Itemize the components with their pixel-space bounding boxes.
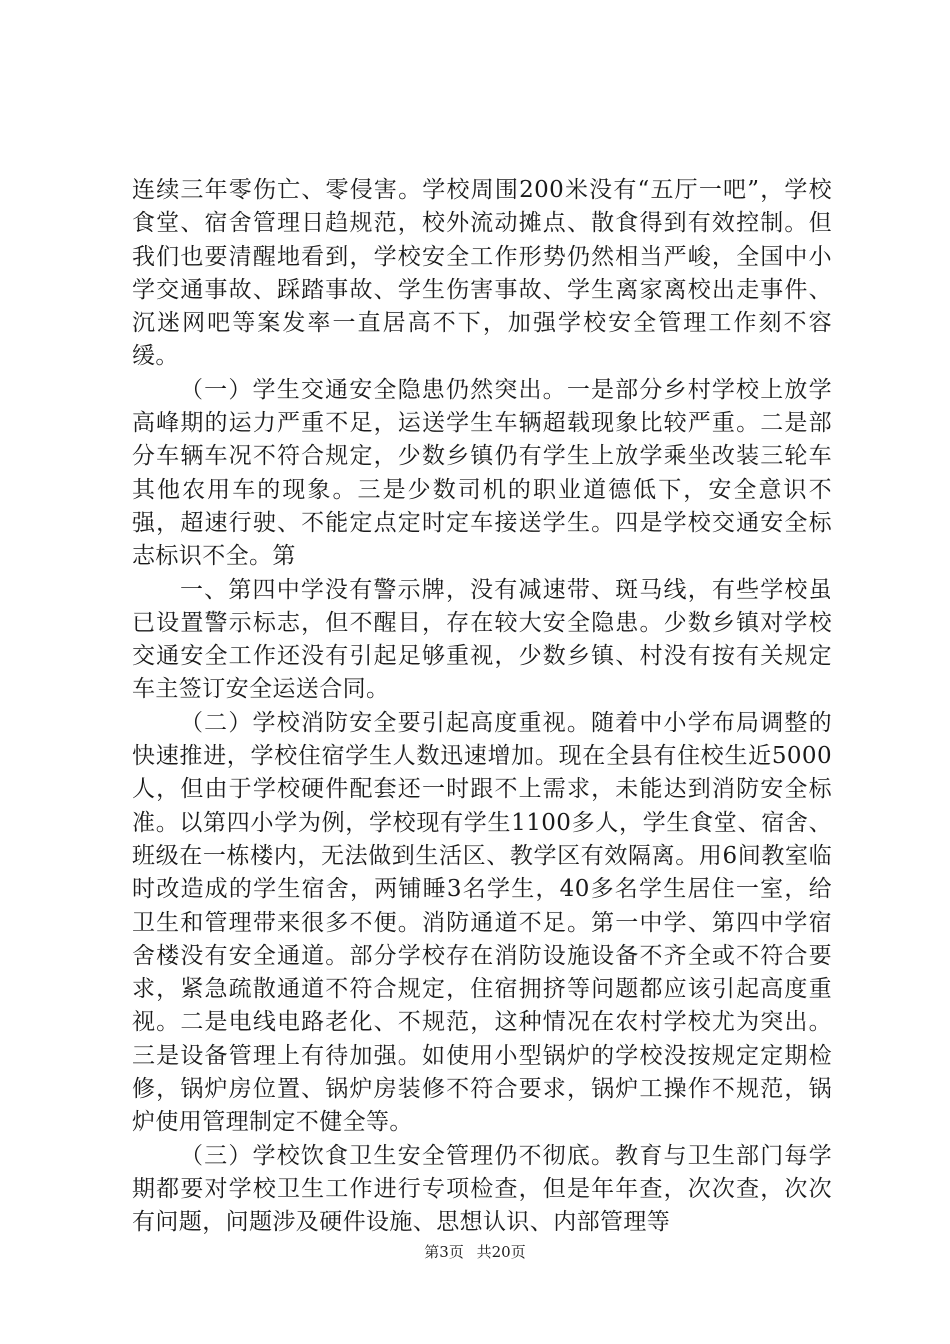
page-footer [0, 1242, 950, 1262]
paragraph-intro: 连续三年零伤亡、零侵害。学校周围200米没有“五厅一吧”，学校食堂、宿舍管理日趋规范，校外流动摊点、散食得到有效控制。但我们也要清醒地看到，学校安全工作形势仍然相当严峻，全国中小学交通事故、踩踏事故、学生伤害事故、学生离家离校出走事件、沉迷网吧等案发率一直居高不下，加强学校安全管理工作刻不容缓。 [132, 177, 832, 370]
page-total: 共20页 [476, 1243, 526, 1261]
paragraph-fire-safety: （二）学校消防安全要引起高度重视。随着中小学布局调整的快速推进，学校住宿学生人数迅速增加。现在全县有住校生近5000人，但由于学校硬件配套还一时跟不上需求，未能达到消防安全标准。以第四小学为例，学校现有学生1100多人，学生食堂、宿舍、班级在一栋楼内，无法做到生活区、教学区有效隔离。用6间教室临时改造成的学生宿舍，两铺睡3名学生，40多名学生居住一室，给卫生和管理带来很多不便。消防通道不足。第一中学、第四中学宿舍楼没有安全通道。部分学校存在消防设施设备不齐全或不符合要求，紧急疏散通道不符合规定，住宿拥挤等问题都应该引起高度重视。二是电线电路老化、不规范，这种情况在农村学校尤为突出。三是设备管理上有待加强。如使用小型锅炉的学校没按规定定期检修，锅炉房位置、锅炉房装修不符合要求，锅炉工操作不规范，锅炉使用管理制定不健全等。 [132, 709, 832, 1136]
document-body [132, 174, 832, 1240]
paragraph-traffic-signs: 一、第四中学没有警示牌，没有减速带、斑马线，有些学校虽已设置警示标志，但不醒目，存在较大安全隐患。少数乡镇对学校交通安全工作还没有引起足够重视，少数乡镇、村没有按有关规定车主签订安全运送合同。 [132, 576, 832, 703]
page-number: 第3页 [424, 1243, 464, 1261]
paragraph-traffic-safety: （一）学生交通安全隐患仍然突出。一是部分乡村学校上放学高峰期的运力严重不足，运送学生车辆超载现象比较严重。二是部分车辆车况不符合规定，少数乡镇仍有学生上放学乘坐改装三轮车其他农用车的现象。三是少数司机的职业道德低下，安全意识不强，超速行驶、不能定点定时定车接送学生。四是学校交通安全标志标识不全。第 [132, 376, 832, 570]
paragraph-food-safety: （三）学校饮食卫生安全管理仍不彻底。教育与卫生部门每学期都要对学校卫生工作进行专项检查，但是年年查，次次查，次次有问题，问题涉及硬件设施、思想认识、内部管理等 [132, 1142, 832, 1236]
